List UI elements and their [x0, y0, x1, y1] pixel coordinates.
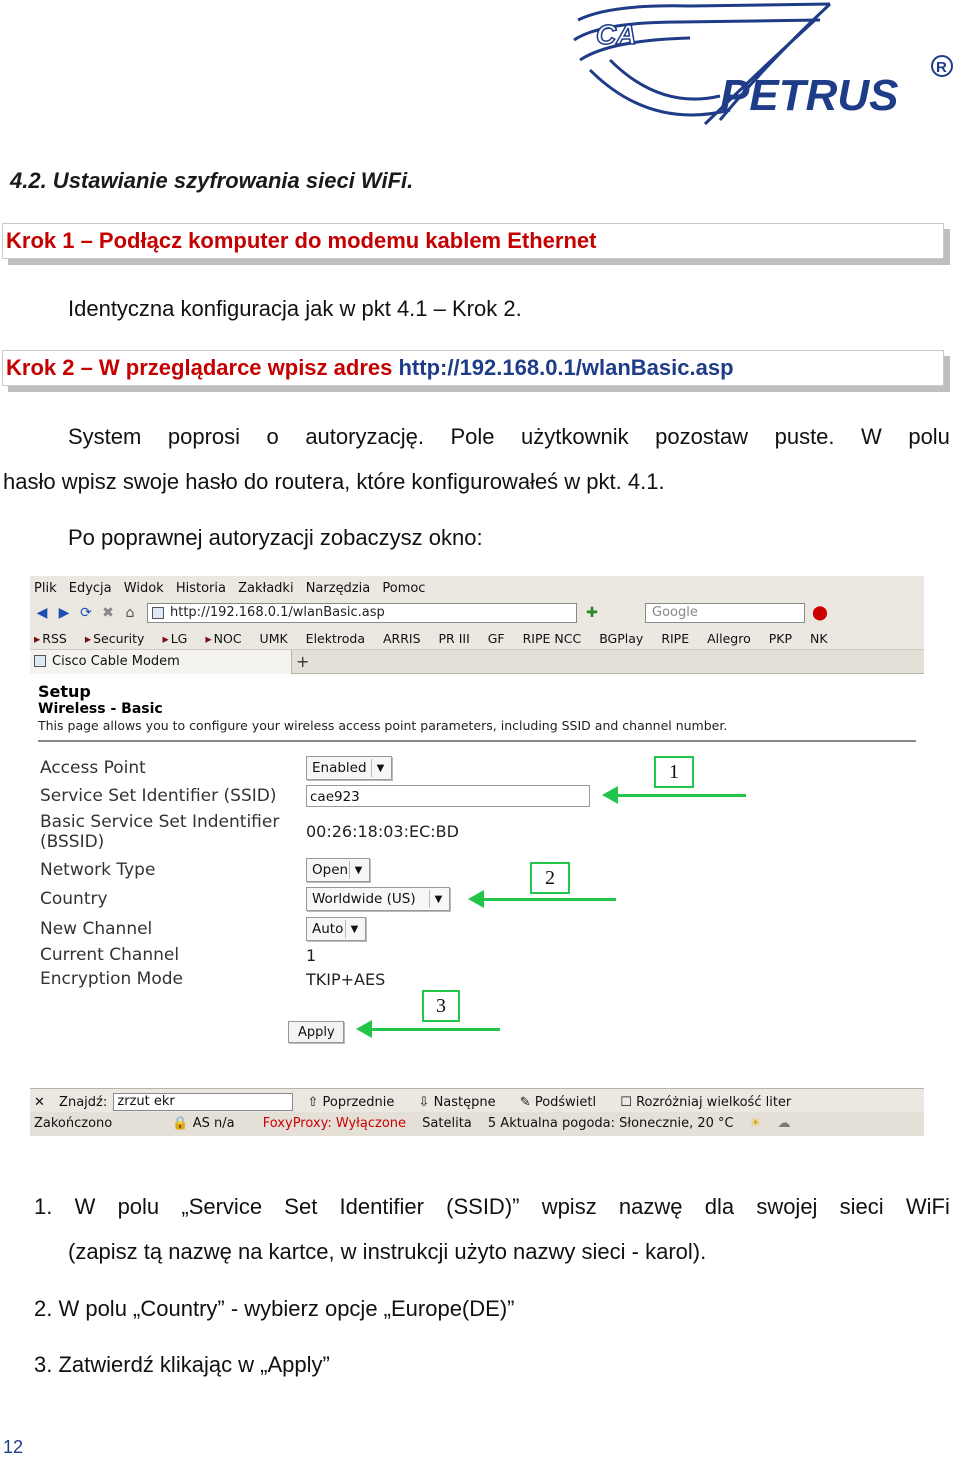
tab-cisco-cable-modem[interactable]: Cisco Cable Modem	[30, 650, 292, 674]
step-2-label: Krok 2 – W przeglądarce wpisz adres	[6, 355, 399, 380]
bookmark-arris[interactable]: ARRIS	[382, 631, 421, 646]
callout-3: 3	[422, 990, 460, 1022]
menu-narzedzia[interactable]: Narzędzia	[305, 581, 371, 596]
find-match-case-checkbox[interactable]: ☐ Rozróżniaj wielkość liter	[620, 1094, 792, 1110]
callout-2: 2	[530, 862, 570, 894]
menu-historia[interactable]: Historia	[175, 581, 226, 596]
bookmarks-bar	[30, 626, 924, 650]
apply-button[interactable]: Apply	[288, 1021, 344, 1043]
status-satelita[interactable]: Satelita	[422, 1116, 472, 1131]
back-icon[interactable]: ◀	[36, 605, 48, 621]
network-type-label: Network Type	[40, 860, 156, 880]
bookmark-umk[interactable]: UMK	[259, 631, 288, 646]
bssid-label: Basic Service Set Indentifier	[40, 812, 280, 832]
setup-subtitle: Wireless - Basic	[38, 701, 163, 717]
new-tab-button[interactable]: +	[296, 652, 310, 671]
bookmark-bgplay[interactable]: BGPlay	[599, 631, 644, 646]
menu-zakladki[interactable]: Zakładki	[238, 581, 294, 596]
setup-description: This page allows you to configure your wireless access point parameters, including SSID and channel number.	[38, 718, 728, 733]
ssid-label: Service Set Identifier (SSID)	[40, 786, 277, 806]
find-highlight-button[interactable]: ✎ Podświetl	[519, 1094, 597, 1110]
status-foxyproxy[interactable]: FoxyProxy: Wyłączone	[262, 1116, 407, 1131]
find-prev-button[interactable]: ⇧ Poprzednie	[307, 1094, 395, 1110]
logo-registered-mark: R	[936, 59, 947, 76]
current-channel-value: 1	[306, 946, 317, 965]
new-channel-label: New Channel	[40, 919, 153, 939]
bookmark-pkp[interactable]: PKP	[768, 631, 793, 646]
find-input[interactable]: zrzut ekr	[113, 1093, 293, 1111]
instruction-2: 2. W polu „Country” - wybierz opcje „Europe(DE)”	[34, 1296, 515, 1321]
encryption-mode-label: Encryption Mode	[40, 969, 183, 989]
bookmark-noc[interactable]: ▸ NOC	[205, 631, 242, 646]
status-weather[interactable]: 5 Aktualna pogoda: Słonecznie, 20 °C	[487, 1116, 734, 1131]
add-icon[interactable]: ✚	[586, 605, 598, 621]
paragraph-after-auth: Po poprawnej autoryzacji zobaczysz okno:	[68, 525, 483, 550]
encryption-mode-value: TKIP+AES	[306, 970, 386, 989]
step-1-bar	[2, 223, 944, 259]
status-done: Zakończono	[34, 1116, 113, 1131]
find-next-button[interactable]: ⇩ Następne	[418, 1094, 496, 1110]
access-point-label: Access Point	[40, 758, 146, 778]
chevron-down-icon: ▼	[371, 759, 389, 777]
close-find-icon[interactable]: ✕	[34, 1094, 45, 1110]
search-input[interactable]: Google	[645, 603, 805, 623]
find-bar	[30, 1088, 924, 1112]
new-channel-select[interactable]: Auto ▼	[306, 917, 366, 941]
forward-icon[interactable]: ▶	[58, 605, 70, 621]
menu-widok[interactable]: Widok	[123, 581, 164, 596]
bookmark-ripe-ncc[interactable]: RIPE NCC	[522, 631, 582, 646]
section-title: 4.2. Ustawianie szyfrowania sieci WiFi.	[10, 168, 414, 193]
callout-2-arrow	[482, 898, 616, 901]
access-point-select[interactable]: Enabled ▼	[306, 756, 392, 780]
browser-menubar	[30, 576, 924, 600]
ca-petrus-logo	[570, 0, 958, 132]
bookmark-nk[interactable]: NK	[810, 631, 828, 646]
logo-ca-text: CA	[596, 19, 637, 50]
callout-3-arrow	[370, 1028, 500, 1031]
reload-icon[interactable]: ⟳	[80, 605, 92, 621]
adblock-icon[interactable]: ⬤	[812, 605, 828, 621]
bookmark-lg[interactable]: ▸ LG	[162, 631, 188, 646]
bookmark-gf[interactable]: GF	[487, 631, 505, 646]
chevron-down-icon: ▼	[345, 920, 363, 938]
chevron-down-icon: ▼	[349, 861, 367, 879]
instruction-1-line-2: (zapisz tą nazwę na kartce, w instrukcji użyto nazwy sieci - karol).	[68, 1239, 707, 1264]
bookmark-pr3[interactable]: PR III	[438, 631, 470, 646]
status-as: 🔒 AS n/a	[172, 1116, 235, 1131]
bookmark-elektroda[interactable]: Elektroda	[305, 631, 365, 646]
callout-1-arrow	[616, 794, 746, 797]
setup-title: Setup	[38, 682, 91, 701]
status-bar	[30, 1112, 924, 1136]
menu-plik[interactable]: Plik	[34, 581, 57, 596]
bookmark-rss[interactable]: ▸ RSS	[34, 631, 67, 646]
page-favicon-icon	[152, 607, 164, 619]
stop-icon[interactable]: ✖	[102, 605, 114, 621]
chevron-down-icon: ▼	[429, 890, 447, 908]
home-icon[interactable]: ⌂	[125, 605, 135, 621]
ssid-input[interactable]: cae923	[306, 785, 590, 807]
bookmark-ripe[interactable]: RIPE	[661, 631, 690, 646]
sun-icon: ☀	[749, 1116, 762, 1131]
bookmark-allegro[interactable]: Allegro	[707, 631, 751, 646]
browser-navbar	[30, 600, 924, 626]
url-input[interactable]: http://192.168.0.1/wlanBasic.asp	[147, 603, 577, 623]
cloud-icon: ☁	[777, 1116, 791, 1131]
step-2-url: http://192.168.0.1/wlanBasic.asp	[398, 355, 734, 380]
bookmark-security[interactable]: ▸ Security	[84, 631, 145, 646]
browser-screenshot	[30, 576, 924, 1136]
page-number: 12	[3, 1437, 24, 1457]
step-1-label: Krok 1 – Podłącz komputer do modemu kablem Ethernet	[6, 228, 597, 253]
current-channel-label: Current Channel	[40, 945, 180, 965]
logo-petrus-text: PETRUS	[720, 71, 899, 120]
step-2-bar	[2, 350, 944, 386]
instruction-1-line-1: 1. W polu „Service Set Identifier (SSID)” wpisz nazwę dla swojej sieci WiFi	[34, 1194, 950, 1219]
divider	[38, 740, 916, 742]
paragraph-same-config: Identyczna konfiguracja jak w pkt 4.1 – Krok 2.	[68, 296, 522, 321]
instruction-3: 3. Zatwierdź klikając w „Apply”	[34, 1352, 330, 1377]
network-type-select[interactable]: Open ▼	[306, 858, 370, 882]
tab-bar	[30, 650, 924, 674]
bssid-label-line-2: (BSSID)	[40, 832, 105, 852]
country-select[interactable]: Worldwide (US) ▼	[306, 887, 450, 911]
paragraph-auth-line-2: hasło wpisz swoje hasło do routera, które konfigurowałeś w pkt. 4.1.	[3, 469, 665, 494]
country-label: Country	[40, 889, 108, 909]
menu-pomoc[interactable]: Pomoc	[382, 581, 426, 596]
callout-1: 1	[654, 756, 694, 788]
menu-edycja[interactable]: Edycja	[68, 581, 112, 596]
find-label: Znajdź:	[59, 1094, 108, 1110]
bssid-value: 00:26:18:03:EC:BD	[306, 822, 459, 841]
paragraph-auth-line-1: System poprosi o autoryzację. Pole użytkownik pozostaw puste. W polu	[68, 424, 950, 449]
tab-favicon-icon	[34, 655, 46, 667]
